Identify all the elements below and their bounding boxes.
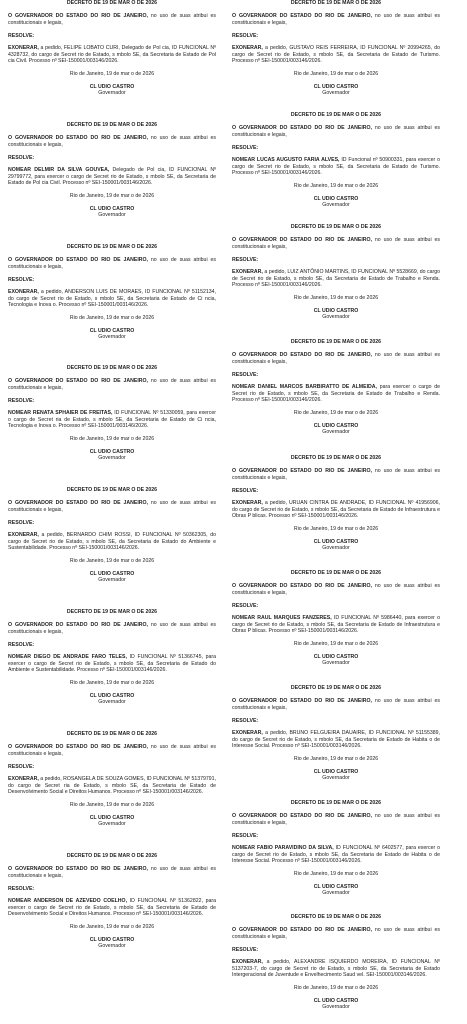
decree-text: a pedido, FELIPE LOBATO CURI, Delegado de Pol cia, ID FUNCIONAL Nº 4328732, do cargo de Secret rio de Estado, s mbolo SE, da Secretaria de Estado de Pol cia Civil. Processo nº SEI-150001/003146/2026. — [8, 45, 216, 65]
decree-action: NOMEAR DANIEL MARCOS BARBIRATTO DE ALMEIDA, — [232, 384, 377, 391]
decree-date: Rio de Janeiro, 19 de mar o de 2026 — [293, 640, 379, 647]
signer-role: Governador — [98, 90, 126, 97]
governor-title: O GOVERNADOR DO ESTADO DO RIO DE JANEIRO, — [8, 378, 148, 384]
governor-intro — [232, 583, 440, 596]
decree-body — [8, 898, 216, 918]
resolve-label: RESOLVE: — [232, 947, 259, 954]
decree-block — [8, 365, 216, 462]
decree-title: DECRETO DE 19 DE MAR O DE 2026 — [290, 0, 382, 6]
governor-attributions: no uso de suas atribui es constitucionais e legais, — [232, 237, 440, 250]
decree-title: DECRETO DE 19 DE MAR O DE 2026 — [66, 731, 158, 737]
decree-title: DECRETO DE 19 DE MAR O DE 2026 — [290, 339, 382, 345]
signer-name: CL UDIO CASTRO — [89, 327, 135, 334]
governor-attributions: no uso de suas atribui es constitucionais e legais, — [232, 352, 440, 365]
decree-title: DECRETO DE 19 DE MAR O DE 2026 — [66, 244, 158, 250]
governor-title: O GOVERNADOR DO ESTADO DO RIO DE JANEIRO, — [8, 622, 148, 628]
decree-title: DECRETO DE 19 DE MAR O DE 2026 — [66, 853, 158, 859]
governor-intro — [8, 135, 216, 148]
governor-attributions: no uso de suas atribui es constitucionais e legais, — [8, 257, 216, 270]
governor-title: O GOVERNADOR DO ESTADO DO RIO DE JANEIRO, — [8, 744, 148, 750]
governor-intro — [232, 352, 440, 365]
decree-block — [8, 244, 216, 341]
resolve-label: RESOLVE: — [232, 33, 259, 40]
signer-role: Governador — [98, 821, 126, 828]
decree-block — [232, 455, 440, 552]
decree-date: Rio de Janeiro, 19 de mar o de 2026 — [69, 314, 155, 321]
governor-title: O GOVERNADOR DO ESTADO DO RIO DE JANEIRO, — [8, 135, 148, 141]
resolve-label: RESOLVE: — [232, 257, 259, 264]
signer-name: CL UDIO CASTRO — [313, 307, 359, 314]
decree-action: NOMEAR ANDERSON DE AZEVEDO COELHO, — [8, 898, 128, 905]
signer-role: Governador — [322, 202, 350, 209]
governor-intro — [232, 813, 440, 826]
resolve-label: RESOLVE: — [8, 764, 35, 771]
governor-intro — [232, 237, 440, 250]
decree-date: Rio de Janeiro, 19 de mar o de 2026 — [293, 70, 379, 77]
decree-text: para exercer o cargo de Secret rio de Estado, s mbolo SE, da Secretaria de Estado de Trabalho e Renda. Processo nº SEI-150001/003146/2026. — [232, 384, 440, 404]
governor-attributions: no uso de suas atribui es constitucionais e legais, — [232, 125, 440, 138]
governor-intro — [8, 866, 216, 879]
decree-action: EXONERAR, — [8, 532, 39, 539]
governor-title: O GOVERNADOR DO ESTADO DO RIO DE JANEIRO, — [232, 698, 372, 704]
governor-title: O GOVERNADOR DO ESTADO DO RIO DE JANEIRO, — [232, 352, 372, 358]
signer-name: CL UDIO CASTRO — [313, 768, 359, 775]
decree-action: EXONERAR, — [8, 776, 39, 783]
governor-intro — [8, 257, 216, 270]
decree-action: NOMEAR LUCAS AUGUSTO FARIA ALVES, — [232, 157, 340, 164]
governor-title: O GOVERNADOR DO ESTADO DO RIO DE JANEIRO, — [8, 257, 148, 263]
decree-block — [8, 487, 216, 584]
decree-date: Rio de Janeiro, 19 de mar o de 2026 — [69, 557, 155, 564]
resolve-label: RESOLVE: — [232, 603, 259, 610]
governor-title: O GOVERNADOR DO ESTADO DO RIO DE JANEIRO, — [232, 927, 372, 933]
governor-intro — [232, 468, 440, 481]
governor-attributions: no uso de suas atribui es constitucionais e legais, — [8, 622, 216, 635]
governor-intro — [8, 622, 216, 635]
decree-text: a pedido, ROSANGELA DE SOUZA GOMES, ID FUNCIONAL Nº 51379791, do cargo de Secret ria de Estado, s mbolo SE, da Secretaria de Estado de Desenvolvimento Social e Direitos Humanos. Processo nº SEI-150001/003146/2026. — [8, 776, 216, 796]
governor-attributions: no uso de suas atribui es constitucionais e legais, — [232, 583, 440, 596]
decree-title: DECRETO DE 19 DE MAR O DE 2026 — [290, 112, 382, 118]
decree-text: a pedido, BERNARDO CHIM ROSSI, ID FUNCIONAL Nº 50362305, do cargo de Secret rio de Estado, s mbolo SE, da Secretaria de Estado do Ambiente e Sustentabilidade. Processo nº SEI-150001/003146/2026. — [8, 532, 216, 552]
decree-block — [232, 0, 440, 97]
decree-body — [232, 845, 440, 865]
signer-role: Governador — [322, 90, 350, 97]
governor-intro — [8, 378, 216, 391]
decree-date: Rio de Janeiro, 19 de mar o de 2026 — [69, 70, 155, 77]
decree-body — [8, 289, 216, 309]
decree-text: a pedido, BRUNO FELGUEIRA DAUAIRE, ID FUNCIONAL Nº 51155389, do cargo de Secret rio de Estado, s mbolo SE, da Secretaria de Estado de Habita o de Interesse Social. Processo nº SEI-150001/003146/2026. — [232, 730, 440, 750]
decree-text: a pedido, LUIZ ANTÔNIO MARTINS, ID FUNCIONAL Nº 5528669, do cargo de Secret rio de Estado, s mbolo SE, da Secretaria de Estado de Trabalho e Renda. Processo nº SEI-150001/003146/2026. — [232, 269, 440, 289]
governor-title: O GOVERNADOR DO ESTADO DO RIO DE JANEIRO, — [8, 500, 148, 506]
decree-date: Rio de Janeiro, 19 de mar o de 2026 — [69, 192, 155, 199]
governor-intro — [8, 500, 216, 513]
decree-block — [8, 122, 216, 219]
signer-role: Governador — [98, 212, 126, 219]
signer-name: CL UDIO CASTRO — [89, 692, 135, 699]
signer-name: CL UDIO CASTRO — [313, 195, 359, 202]
decree-action: EXONERAR, — [8, 45, 39, 52]
decree-body — [232, 730, 440, 750]
decree-title: DECRETO DE 19 DE MAR O DE 2026 — [290, 224, 382, 230]
decree-title: DECRETO DE 19 DE MAR O DE 2026 — [66, 609, 158, 615]
signer-role: Governador — [98, 577, 126, 584]
decree-body — [232, 959, 440, 979]
governor-title: O GOVERNADOR DO ESTADO DO RIO DE JANEIRO, — [232, 813, 372, 819]
signer-role: Governador — [322, 660, 350, 667]
governor-intro — [232, 125, 440, 138]
governor-attributions: no uso de suas atribui es constitucionais e legais, — [8, 13, 216, 26]
decree-action: NOMEAR DIEGO DE ANDRADE FARO TELES, — [8, 654, 127, 661]
decree-block — [8, 853, 216, 950]
decree-action: NOMEAR FABIO PARAVIDINO DA SILVA, — [232, 845, 334, 852]
signer-name: CL UDIO CASTRO — [89, 448, 135, 455]
signer-name: CL UDIO CASTRO — [89, 936, 135, 943]
governor-intro — [232, 13, 440, 26]
governor-title: O GOVERNADOR DO ESTADO DO RIO DE JANEIRO, — [8, 13, 148, 19]
signer-role: Governador — [98, 699, 126, 706]
signer-name: CL UDIO CASTRO — [89, 570, 135, 577]
governor-attributions: no uso de suas atribui es constitucionais e legais, — [8, 135, 216, 148]
decree-action: EXONERAR, — [232, 959, 263, 966]
decree-title: DECRETO DE 19 DE MAR O DE 2026 — [66, 0, 158, 6]
decree-title: DECRETO DE 19 DE MAR O DE 2026 — [290, 570, 382, 576]
decree-date: Rio de Janeiro, 19 de mar o de 2026 — [293, 294, 379, 301]
signer-role: Governador — [98, 334, 126, 341]
decree-date: Rio de Janeiro, 19 de mar o de 2026 — [69, 801, 155, 808]
governor-title: O GOVERNADOR DO ESTADO DO RIO DE JANEIRO, — [232, 468, 372, 474]
decree-title: DECRETO DE 19 DE MAR O DE 2026 — [66, 365, 158, 371]
decree-text: Delegado de Pol cia, ID FUNCIONAL Nº 29799772, para exercer o cargo de Secret rio de Estado, s mbolo SE, da Secretaria de Estado de Pol cia Civil. Processo nº SEI-150001/003146/2026. — [8, 167, 217, 187]
decree-block — [8, 0, 216, 97]
decree-text: ID FUNCIONAL Nº 51330059, para exercer o cargo de Secret ria de Estado, s mbolo SE, da Secretaria de Estado de Ci ncia, Tecnologia e Inova o. Processo nº SEI-150001/003146/2026. — [8, 410, 216, 430]
governor-attributions: no uso de suas atribui es constitucionais e legais, — [8, 866, 216, 879]
decree-text: a pedido, ANDERSON LUIS DE MORAES, ID FUNCIONAL Nº 51152134, do cargo de Secret rio de Estado, s mbolo SE, da Secretaria de Estado de Ci ncia, Tecnologia e Inova o. Processo nº SEI-150001/003146/2026. — [8, 289, 216, 309]
decree-date: Rio de Janeiro, 19 de mar o de 2026 — [293, 984, 379, 991]
decree-text: a pedido, URUAN CINTRA DE ANDRADE, ID FUNCIONAL Nº 41956906, do cargo de Secret rio de Estado, s mbolo SE, da Secretaria de Estado de Infraestrutura e Obras P blicas. Processo nº SEI-150001/003146/2026. — [232, 500, 440, 520]
resolve-label: RESOLVE: — [232, 145, 259, 152]
governor-intro — [232, 927, 440, 940]
decree-text: ID FUNCIONAL Nº 51366745, para exercer o cargo de Secret rio de Estado, s mbolo SE, da Secretaria de Estado do Ambiente e Sustentabilidade. Processo nº SEI-150001/003146/2026. — [8, 654, 216, 674]
resolve-label: RESOLVE: — [8, 277, 35, 284]
decree-block — [8, 609, 216, 706]
resolve-label: RESOLVE: — [232, 718, 259, 725]
governor-attributions: no uso de suas atribui es constitucionais e legais, — [8, 744, 216, 757]
signer-name: CL UDIO CASTRO — [313, 422, 359, 429]
signer-role: Governador — [322, 1004, 350, 1011]
decree-action: EXONERAR, — [232, 730, 263, 737]
signer-name: CL UDIO CASTRO — [89, 83, 135, 90]
decree-date: Rio de Janeiro, 19 de mar o de 2026 — [293, 409, 379, 416]
signer-name: CL UDIO CASTRO — [313, 83, 359, 90]
resolve-label: RESOLVE: — [8, 155, 35, 162]
decree-block — [232, 685, 440, 782]
governor-title: O GOVERNADOR DO ESTADO DO RIO DE JANEIRO, — [232, 13, 372, 19]
decree-body — [232, 384, 440, 404]
governor-title: O GOVERNADOR DO ESTADO DO RIO DE JANEIRO, — [232, 583, 372, 589]
decree-text: a pedido, GUSTAVO REIS FERREIRA, ID FUNCIONAL Nº 20994265, do cargo de Secret rio de Estado, s mbolo SE, da Secretaria de Estado de Turismo. Processo nº SEI-150001/003146/2026. — [232, 45, 440, 65]
resolve-label: RESOLVE: — [232, 833, 259, 840]
resolve-label: RESOLVE: — [8, 886, 35, 893]
governor-attributions: no uso de suas atribui es constitucionais e legais, — [232, 927, 440, 940]
decree-title: DECRETO DE 19 DE MAR O DE 2026 — [290, 800, 382, 806]
decree-action: EXONERAR, — [8, 289, 39, 296]
decree-date: Rio de Janeiro, 19 de mar o de 2026 — [293, 755, 379, 762]
decree-body — [8, 410, 216, 430]
signer-role: Governador — [322, 890, 350, 897]
decree-block — [232, 570, 440, 667]
decree-body — [8, 654, 216, 674]
decree-title: DECRETO DE 19 DE MAR O DE 2026 — [66, 122, 158, 128]
decree-block — [232, 224, 440, 321]
resolve-label: RESOLVE: — [232, 488, 259, 495]
signer-role: Governador — [98, 455, 126, 462]
resolve-label: RESOLVE: — [8, 398, 35, 405]
signer-role: Governador — [98, 943, 126, 950]
decree-block — [232, 914, 440, 1011]
decree-text: ID Funcional nº 50900331, para exercer o cargo de Secret rio de Estado, s mbolo SE, da Secretaria de Estado de Turismo. Processo nº SEI-150001/003146/2026. — [232, 157, 440, 177]
decree-date: Rio de Janeiro, 19 de mar o de 2026 — [293, 870, 379, 877]
decree-block — [232, 339, 440, 436]
decree-body — [8, 776, 216, 796]
decree-action: EXONERAR, — [232, 500, 263, 507]
decree-text: a pedido, ALEXANDRE ISQUIERDO MOREIRA, ID FUNCIONAL Nº 5137203-7, do cargo de Secret rio de Estado, s mbolo SE, da Secretaria de Estado Intergeracional de Juventude e Envelhecimento Saud vel. SEI-150001/003146/2026. — [232, 959, 440, 979]
decree-text: ID FUNCIONAL Nº 5986440, para exercer o cargo de Secret rio de Estado, s mbolo SE, da Secretaria de Estado de Infraestrutura e Obras P blicas. Processo nº SEI-150001/003146/2026. — [232, 615, 440, 635]
decree-body — [8, 167, 216, 187]
decree-body — [232, 157, 440, 177]
decree-body — [8, 532, 216, 552]
decree-date: Rio de Janeiro, 19 de mar o de 2026 — [293, 525, 379, 532]
governor-intro — [8, 744, 216, 757]
signer-role: Governador — [322, 545, 350, 552]
decree-action: NOMEAR RENATA SPHAIER DE FREITAS, — [8, 410, 113, 417]
decree-body — [232, 500, 440, 520]
decree-block — [232, 112, 440, 209]
decree-date: Rio de Janeiro, 19 de mar o de 2026 — [69, 679, 155, 686]
decree-text: ID FUNCIONAL Nº 51362822, para exercer o cargo de Secret rio de Estado, s mbolo SE, da Secretaria de Estado de Desenvolvimento Social e Direitos Humanos. Processo nº SEI-150001/003146/2026. — [8, 898, 216, 918]
governor-attributions: no uso de suas atribui es constitucionais e legais, — [232, 468, 440, 481]
decree-body — [8, 45, 216, 65]
signer-name: CL UDIO CASTRO — [313, 883, 359, 890]
decree-date: Rio de Janeiro, 19 de mar o de 2026 — [69, 923, 155, 930]
governor-intro — [232, 698, 440, 711]
decree-title: DECRETO DE 19 DE MAR O DE 2026 — [290, 685, 382, 691]
governor-intro — [8, 13, 216, 26]
decree-title: DECRETO DE 19 DE MAR O DE 2026 — [66, 487, 158, 493]
decree-title: DECRETO DE 19 DE MAR O DE 2026 — [290, 455, 382, 461]
signer-name: CL UDIO CASTRO — [313, 538, 359, 545]
governor-title: O GOVERNADOR DO ESTADO DO RIO DE JANEIRO, — [232, 125, 372, 131]
signer-role: Governador — [322, 314, 350, 321]
decree-date: Rio de Janeiro, 19 de mar o de 2026 — [69, 435, 155, 442]
decree-body — [232, 615, 440, 635]
decree-block — [232, 800, 440, 897]
signer-name: CL UDIO CASTRO — [89, 205, 135, 212]
decree-body — [232, 45, 440, 65]
signer-name: CL UDIO CASTRO — [313, 997, 359, 1004]
decree-block — [8, 731, 216, 828]
resolve-label: RESOLVE: — [8, 520, 35, 527]
governor-attributions: no uso de suas atribui es constitucionais e legais, — [232, 813, 440, 826]
signer-name: CL UDIO CASTRO — [89, 814, 135, 821]
resolve-label: RESOLVE: — [8, 642, 35, 649]
signer-name: CL UDIO CASTRO — [313, 653, 359, 660]
governor-attributions: no uso de suas atribui es constitucionais e legais, — [232, 698, 440, 711]
resolve-label: RESOLVE: — [8, 33, 35, 40]
decree-action: NOMEAR RAUL MARQUES FANZERES, — [232, 615, 332, 622]
governor-title: O GOVERNADOR DO ESTADO DO RIO DE JANEIRO, — [232, 237, 372, 243]
decree-action: NOMEAR DELMIR DA SILVA GOUVEA, — [8, 167, 110, 174]
signer-role: Governador — [322, 429, 350, 436]
decree-action: EXONERAR, — [232, 269, 263, 276]
governor-title: O GOVERNADOR DO ESTADO DO RIO DE JANEIRO, — [8, 866, 148, 872]
decree-date: Rio de Janeiro, 19 de mar o de 2026 — [293, 182, 379, 189]
governor-attributions: no uso de suas atribui es constitucionais e legais, — [8, 378, 216, 391]
governor-attributions: no uso de suas atribui es constitucionais e legais, — [8, 500, 216, 513]
resolve-label: RESOLVE: — [232, 372, 259, 379]
governor-attributions: no uso de suas atribui es constitucionais e legais, — [232, 13, 440, 26]
decree-body — [232, 269, 440, 289]
decree-title: DECRETO DE 19 DE MAR O DE 2026 — [290, 914, 382, 920]
signer-role: Governador — [322, 775, 350, 782]
decree-text: ID FUNCIONAL Nº 6402577, para exercer o cargo de Secret rio de Estado, s mbolo SE, da Secretaria de Estado de Habita o de Interesse Social. Processo nº SEI-150001/003146/2026. — [232, 845, 440, 865]
decree-action: EXONERAR, — [232, 45, 263, 52]
